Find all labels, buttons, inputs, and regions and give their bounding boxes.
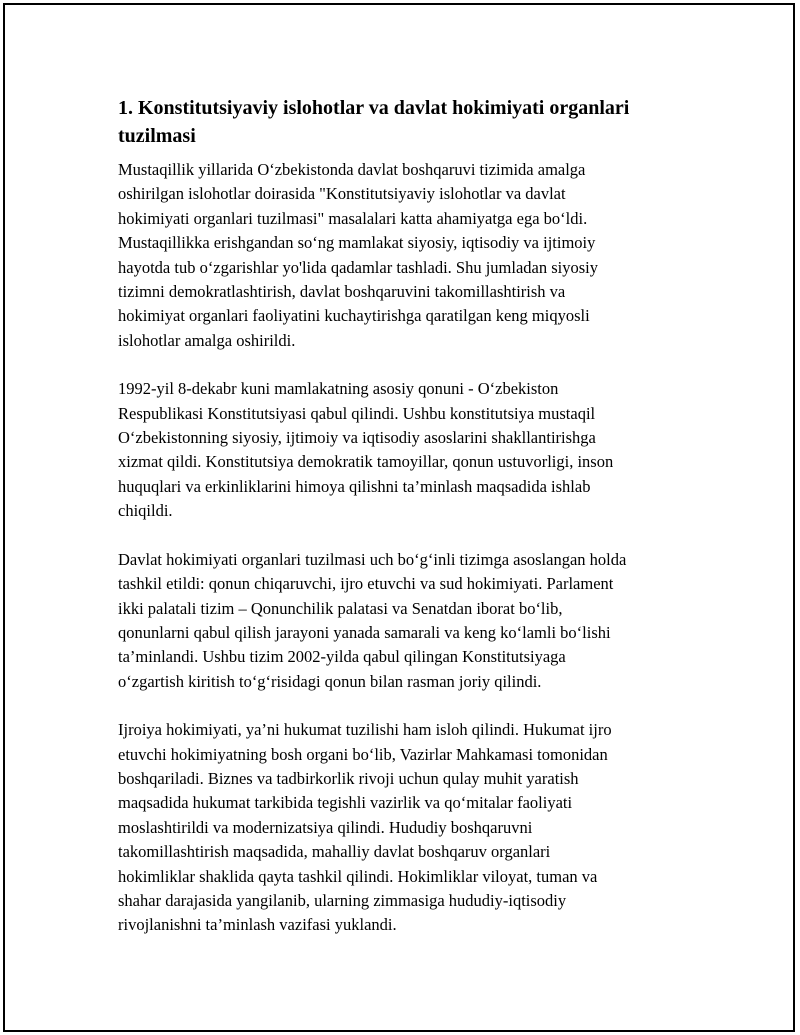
text-line: oshirilgan islohotlar doirasida "Konstitutsiyaviy islohotlar va davlat: [118, 184, 566, 204]
text-line: etuvchi hokimiyatning bosh organi bo‘lib, Vazirlar Mahkamasi tomonidan: [118, 744, 608, 764]
text-line: Ijroiya hokimiyati, ya’ni hukumat tuzilishi ham isloh qilindi. Hukumat ijro: [118, 720, 612, 740]
text-line: shahar darajasida yangilanib, ularning zimmasiga hududiy-iqtisodiy: [118, 890, 567, 910]
text-line: moslashtirildi va modernizatsiya qilindi. Hududiy boshqaruvni: [118, 817, 533, 837]
text-line: Respublikasi Konstitutsiyasi qabul qilindi. Ushbu konstitutsiya mustaqil: [118, 403, 596, 423]
text-line: hokimiyat organlari faoliyatini kuchaytirishga qaratilgan keng miqyosli: [118, 306, 590, 326]
text-line: tizimni demokratlashtirish, davlat boshqaruvini takomillashtirish va: [118, 282, 566, 302]
text-line: islohotlar amalga oshirildi.: [118, 330, 296, 350]
text-line: 1992-yil 8-dekabr kuni mamlakatning asosiy qonuni - O‘zbekiston: [118, 379, 559, 399]
text-line: takomillashtirish maqsadida, mahalliy davlat boshqaruv organlari: [118, 842, 551, 862]
text-line: huquqlari va erkinliklarini himoya qilishni ta’minlash maqsadida ishlab: [118, 476, 591, 496]
text-line: rivojlanishni ta’minlash vazifasi yuklandi.: [118, 915, 397, 935]
document-body: [118, 94, 698, 962]
text-line: tashkil etildi: qonun chiqaruvchi, ijro etuvchi va sud hokimiyati. Parlament: [118, 574, 614, 594]
paragraph-4: [118, 718, 698, 938]
paragraph-3: [118, 548, 698, 694]
text-line: ta’minlandi. Ushbu tizim 2002-yilda qabul qilingan Konstitutsiyaga: [118, 647, 566, 667]
paragraph-1: [118, 158, 698, 353]
text-line: maqsadida hukumat tarkibida tegishli vazirlik va qo‘mitalar faoliyati: [118, 793, 573, 813]
text-line: o‘zgartish kiritish to‘g‘risidagi qonun bilan rasman joriy qilindi.: [118, 671, 542, 691]
text-line: Mustaqillikka erishgandan so‘ng mamlakat siyosiy, iqtisodiy va ijtimoiy: [118, 233, 596, 253]
section-title-line: 1. Konstitutsiyaviy islohotlar va davlat hokimiyati organlari: [118, 97, 630, 119]
section-title: [118, 94, 698, 150]
paragraph-2: [118, 377, 698, 523]
text-line: ikki palatali tizim – Qonunchilik palatasi va Senatdan iborat bo‘lib,: [118, 598, 563, 618]
text-line: chiqildi.: [118, 501, 173, 521]
section-title-line: tuzilmasi: [118, 125, 196, 147]
text-line: hayotda tub o‘zgarishlar yo'lida qadamlar tashladi. Shu jumladan siyosiy: [118, 257, 598, 277]
text-line: O‘zbekistonning siyosiy, ijtimoiy va iqtisodiy asoslarini shakllantirishga: [118, 428, 596, 448]
text-line: hokimiyati organlari tuzilmasi" masalalari katta ahamiyatga ega bo‘ldi.: [118, 208, 588, 228]
text-line: xizmat qildi. Konstitutsiya demokratik tamoyillar, qonun ustuvorligi, inson: [118, 452, 614, 472]
text-line: boshqariladi. Biznes va tadbirkorlik rivoji uchun qulay muhit yaratish: [118, 768, 579, 788]
text-line: qonunlarni qabul qilish jarayoni yanada samarali va keng ko‘lamli bo‘lishi: [118, 622, 611, 642]
text-line: hokimliklar shaklida qayta tashkil qilindi. Hokimliklar viloyat, tuman va: [118, 866, 598, 886]
text-line: Davlat hokimiyati organlari tuzilmasi uch bo‘g‘inli tizimga asoslangan holda: [118, 549, 627, 569]
text-line: Mustaqillik yillarida O‘zbekistonda davlat boshqaruvi tizimida amalga: [118, 160, 586, 179]
